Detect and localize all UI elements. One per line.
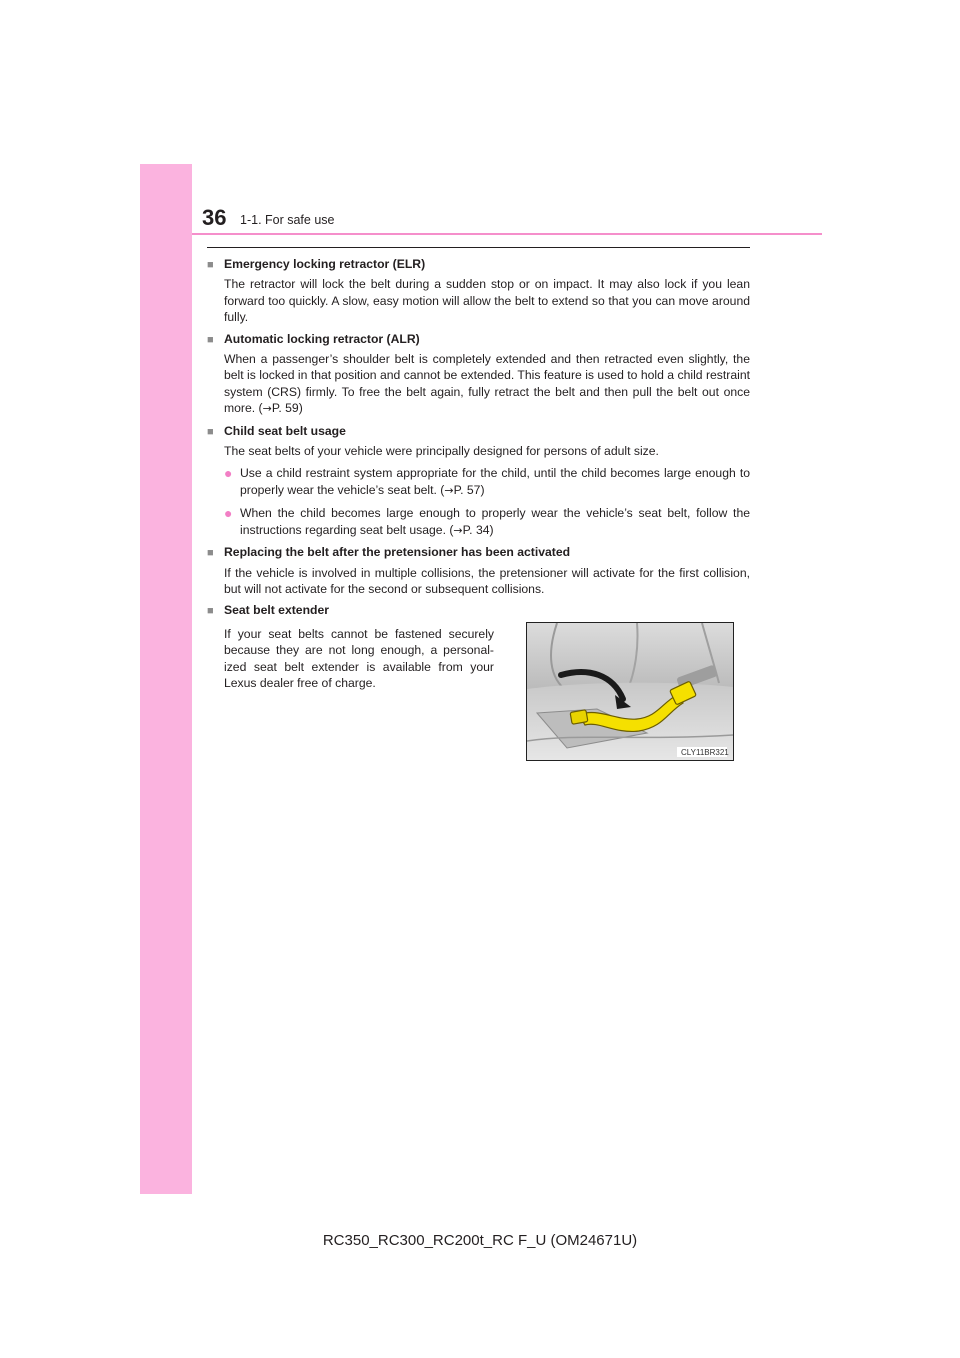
- paragraph-replacing-belt: If the vehicle is involved in multiple collisions, the pretensioner will activate for the first collision, but will not activate for the second or subsequent collisions.: [224, 565, 750, 596]
- bullet-body: When the child becomes large enough to properly wear the vehicle’s seat belt, follow the instructions regarding seat belt usage. (: [240, 506, 750, 537]
- heading-seat-belt-extender: [207, 602, 750, 619]
- page-reference: P. 59): [271, 401, 303, 416]
- seat-belt-extender-illustration: [526, 622, 734, 761]
- paragraph-child-seat-belt-usage: The seat belts of your vehicle were principally designed for persons of adult size.: [224, 444, 659, 459]
- square-bullet-icon: ■: [207, 547, 214, 560]
- bullet-item: [224, 505, 750, 539]
- heading-replacing-belt: [207, 544, 750, 561]
- bullet-text: [240, 505, 750, 539]
- paragraph-seat-belt-extender: If your seat belts cannot be fastened securely because they are not long enough, a personal-ized seat belt extender is available from your Lexus dealer free of charge.: [224, 626, 494, 690]
- heading-text: Replacing the belt after the pretensioner has been activated: [224, 545, 571, 560]
- extender-image: [527, 623, 733, 760]
- footer: RC350_RC300_RC200t_RC F_U (OM24671U): [322, 1232, 638, 1249]
- paragraph-alr: [224, 351, 750, 418]
- arrow-icon: →: [453, 523, 463, 537]
- heading-text: Emergency locking retractor (ELR): [224, 257, 426, 271]
- paragraph-elr: The retractor will lock the belt during a sudden stop or on impact. It may also lock if you lean forward too quickly. A slow, easy motion will allow the belt to extend so that you can move around fully.: [224, 277, 750, 325]
- bullet-body: Use a child restraint system appropriate for the child, until the child becomes large enough to properly wear the vehicle’s seat belt. (: [240, 466, 750, 497]
- arrow-icon: →: [444, 483, 454, 497]
- square-bullet-icon: ■: [207, 333, 214, 346]
- header-rule: [192, 233, 822, 235]
- heading-text: Seat belt extender: [224, 603, 329, 618]
- page-reference: P. 34): [462, 522, 494, 537]
- page-number: 36: [202, 205, 227, 230]
- section-title: 1-1. For safe use: [240, 213, 335, 227]
- square-bullet-icon: ■: [207, 259, 214, 271]
- heading-child-seat-belt-usage: [207, 423, 750, 440]
- arrow-icon: →: [262, 402, 272, 416]
- heading-text: Automatic locking retractor (ALR): [224, 331, 420, 346]
- square-bullet-icon: ■: [207, 425, 214, 438]
- side-band: [140, 164, 192, 1194]
- figure-code: CLY11BR321: [681, 748, 729, 757]
- heading-elr: [207, 256, 750, 273]
- page-reference: P. 57): [453, 482, 485, 497]
- paragraph-text: When a passenger’s shoulder belt is completely extended and then retracted even slightly, the belt is locked in that position and cannot be extended. This feature is used to hold a child restraint system (CRS) firmly. To free the belt again, fully retract the belt and then pull the belt out once more. (: [224, 352, 750, 416]
- heading-text: Child seat belt usage: [224, 423, 346, 438]
- square-bullet-icon: ■: [207, 605, 214, 618]
- heading-alr: [207, 331, 750, 348]
- round-bullet-icon: ●: [224, 465, 233, 482]
- bullet-text: [240, 465, 750, 499]
- round-bullet-icon: ●: [224, 505, 233, 522]
- bullet-item: [224, 465, 750, 499]
- content-rule: [207, 247, 750, 248]
